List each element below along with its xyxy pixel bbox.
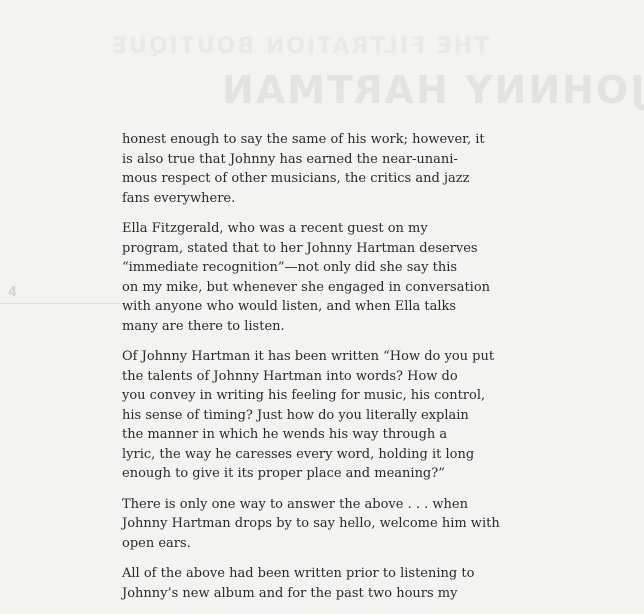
text-line: honest enough to say the same of his work; however, it: [122, 132, 485, 147]
text-line: enough to give it its proper place and meaning?”: [122, 466, 445, 481]
text-line: “immediate recognition”—not only did she say this: [122, 260, 458, 275]
paragraph: [122, 564, 574, 603]
paragraph: [122, 347, 574, 484]
text-line: lyric, the way he caresses every word, holding it long: [122, 446, 475, 462]
text-line: program, stated that to her Johnny Hartman deserves: [122, 240, 478, 256]
paragraph: [122, 495, 574, 554]
bleed-through-line: THE FILTRATION BOUTIQUE: [110, 34, 490, 59]
text-line: Of Johnny Hartman it has been written “How do you put: [122, 349, 495, 364]
text-line: open ears.: [122, 535, 191, 551]
page-number-rule: [0, 303, 120, 304]
text-line: fans everywhere.: [122, 190, 236, 206]
text-line: with anyone who would listen, and when Ella talks: [122, 299, 457, 314]
page-number: 4: [8, 285, 18, 300]
paragraph: [122, 219, 574, 336]
liner-notes-body: [122, 130, 574, 614]
paragraph: [122, 130, 574, 208]
text-line: many are there to listen.: [122, 318, 285, 334]
text-line: All of the above had been written prior to listening to: [122, 566, 475, 581]
bleed-through-header: [70, 28, 644, 118]
text-line: the manner in which he wends his way through a: [122, 427, 448, 442]
text-line: Ella Fitzgerald, who was a recent guest on my: [122, 221, 428, 236]
text-line: you convey in writing his feeling for music, his control,: [122, 388, 486, 403]
text-line: mous respect of other musicians, the critics and jazz: [122, 171, 470, 186]
text-line: his sense of timing? Just how do you literally explain: [122, 407, 469, 423]
bleed-through-title: JOHNNY HARTMAN: [220, 68, 644, 112]
text-line: on my mike, but whenever she engaged in conversation: [122, 279, 491, 295]
text-line: is also true that Johnny has earned the near-unani-: [122, 151, 458, 167]
text-line: Johnny’s new album and for the past two hours my: [122, 585, 458, 601]
text-line: There is only one way to answer the above . . . when: [122, 496, 468, 512]
text-line: the talents of Johnny Hartman into words? How do: [122, 368, 458, 384]
text-line: Johnny Hartman drops by to say hello, welcome him with: [122, 516, 500, 531]
